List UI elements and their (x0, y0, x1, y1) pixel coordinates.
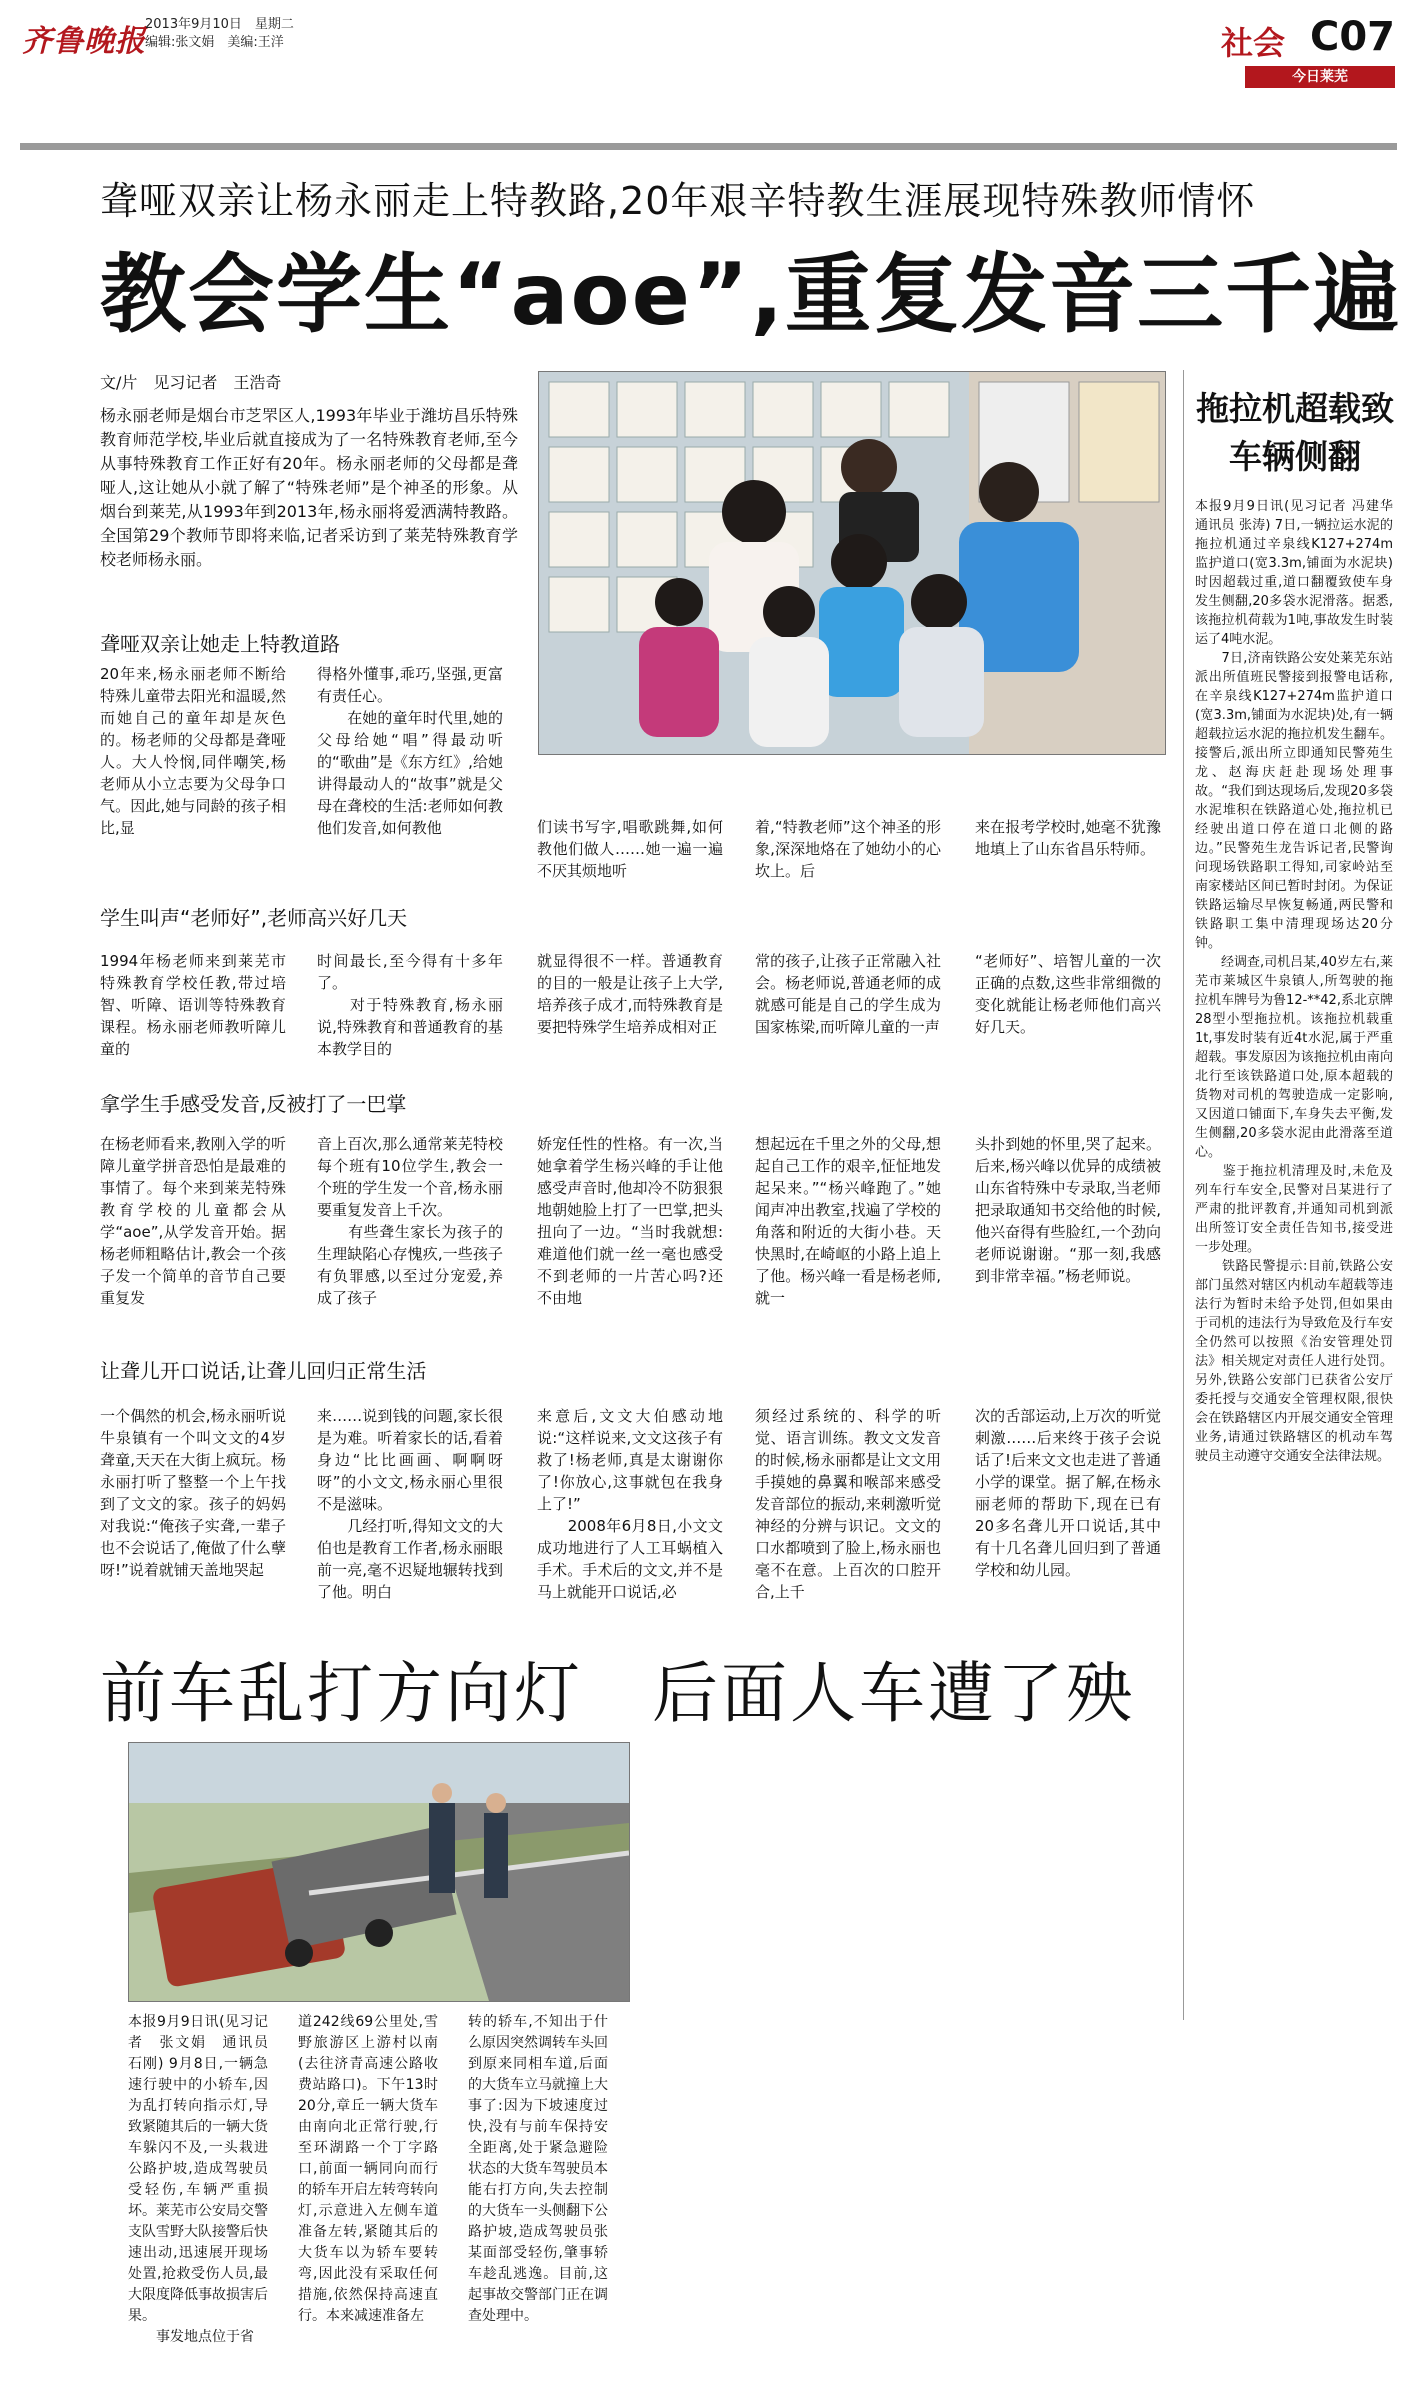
second-title: 前车乱打方向灯 后面人车遭了殃 (100, 1655, 1135, 1732)
section2-col-2: 时间最长,至今得有十多年了。 对于特殊教育,杨永丽说,特殊教育和普通教育的基本教学目的 (317, 952, 503, 1058)
section4-col-2: 来……说到钱的问题,家长很是为难。听着家长的话,看着身边“比比画画、啊啊呀呀”的小文文,杨永丽心里很不是滋味。 几经打听,得知文文的大伯也是教育工作者,杨永丽眼前一亮,毫不迟疑地辗转找到了他。明白 (317, 1407, 503, 1601)
section2-col-4: 常的孩子,让孩子正常融入社会。杨老师说,普通老师的成就感可能是自己的学生成为国家栋梁,而听障儿童的一声 (755, 952, 941, 1036)
section-strip: 今日莱芜 (1245, 66, 1395, 88)
section4-col-5: 次的舌部运动,上万次的听觉刺激……后来终于孩子会说话了!后来文文也走进了普通小学的课堂。据了解,在杨永丽老师的帮助下,现在已有20多名聋儿开口说话,其中有十几名聋儿回归到了普通学校和幼儿园。 (975, 1407, 1162, 1579)
section4-col-4: 须经过系统的、科学的听觉、语言训练。教文文发音的时候,杨永丽都是让文文用手摸她的鼻翼和喉部来感受发音部位的振动,来刺激听觉神经的分辨与识记。文文的口水都喷到了脸上,杨永丽也毫不在意。上百次的口腔开合,上千 (755, 1407, 941, 1601)
side-body: 本报9月9日讯(见习记者 冯建华 通讯员 张涛) 7日,一辆拉运水泥的拖拉机通过辛泉线K127+274m监护道口(宽3.3m,铺面为水泥块)时因超载过重,道口翻覆致使车身发生侧翻,20多袋水泥滑落。据悉,该拖拉机荷载为1吨,事故发生时装运了4吨水泥。 7日,济南铁路公安处莱芜东站派出所值班民警接到报警电话称,在辛泉线K127+274m监护道口(宽3.3m,铺面为水泥块)处,有一辆超载拉运水泥的拖拉机发生翻车。接警后,派出所立即通知民警苑生龙、赵海庆赶赴现场处理事故。“我们到达现场后,发现20多袋水泥堆积在铁路道心处,拖拉机已经驶出道口停在道口北侧的路边。”民警苑生龙告诉记者,民警询问现场铁路职工得知,司家岭站至南家楼站区间已暂时封闭。为保证铁路运输尽早恢复畅通,两民警和铁路职工集中清理现场达20分钟。 经调查,司机吕某,40岁左右,莱芜市莱城区牛泉镇人,所驾驶的拖拉机车牌号为鲁12-**42,系北京牌28型小型拖拉机。该拖拉机载重1t,事发时装有近4t水泥,属于严重超载。事发原因为该拖拉机由南向北行至该铁路道口处,原本超载的货物对司机的驾驶造成一定影响,又因道口铺面下,车身失去平衡,发生侧翻,20多袋水泥由此滑落至道心。 鉴于拖拉机清理及时,未危及列车行车安全,民警对吕某进行了严肃的批评教育,并通知司机到派出所签订安全责任告知书,接受进一步处理。 铁路民警提示:目前,铁路公安部门虽然对辖区内机动车超载等违法行为暂时未给予处罚,但如果由于司机的违法行为导致危及行车安全仍然可以按照《治安管理处罚法》相关规定对责任人进行处罚。另外,铁路公安部门已获省公安厅委托授与交通安全管理权限,很快会在铁路辖区内开展交通安全管理业务,请通过铁路辖区的机动车驾驶员主动遵守交通安全法律法规。 (1195, 499, 1393, 1464)
section2-col-5: “老师好”、培智儿童的一次正确的点数,这些非常细微的变化就能让杨老师他们高兴好几天。 (975, 952, 1161, 1036)
lead-subtitle: 聋哑双亲让杨永丽走上特教路,20年艰辛特教生涯展现特殊教师情怀 (100, 179, 1256, 223)
section3-col-5: 头扑到她的怀里,哭了起来。后来,杨兴峰以优异的成绩被山东省特殊中专录取,当老师把录取通知书交给他的时候,他兴奋得有些脸红,一个劲向老师说谢谢。“那一刻,我感到非常幸福。”杨老师说。 (975, 1135, 1161, 1285)
section1-col-5: 来在报考学校时,她毫不犹豫地填上了山东省昌乐特师。 (975, 818, 1161, 858)
section4-col-3: 来意后,文文大伯感动地说:“这样说来,文文这孩子有救了!杨老师,真是太谢谢你了!你放心,这事就包在我身上了!” 2008年6月8日,小文文成功地进行了人工耳蜗植入手术。手术后的文文,并不是马上就能开口说话,必 (537, 1407, 723, 1601)
overturned-truck-photo (129, 1743, 629, 2001)
section-name: 社会 (1220, 24, 1285, 62)
lead-title: 教会学生“aoe”,重复发音三千遍 (100, 245, 1402, 345)
lead-byline: 文/片 见习记者 王浩奇 (100, 373, 282, 392)
column-divider (1183, 370, 1184, 2020)
section1-col-3: 们读书写字,唱歌跳舞,如何教他们做人……她一遍一遍不厌其烦地听 (537, 818, 723, 880)
lead-intro: 杨永丽老师是烟台市芝罘区人,1993年毕业于潍坊昌乐特殊教育师范学校,毕业后就直接成为了一名特殊教育老师,至今从事特殊教育工作正好有20年。杨永丽老师的父母都是聋哑人,这让她从小就了解了“特殊老师”是个神圣的形象。从烟台到莱芜,从1993年到2013年,杨永丽将爱洒满特教路。全国第29个教师节即将来临,记者采访到了莱芜特殊教育学校老师杨永丽。 (100, 406, 518, 569)
section1-head: 聋哑双亲让她走上特教道路 (100, 632, 340, 656)
classroom-photo (539, 372, 1165, 754)
section3-head: 拿学生手感受发音,反被打了一巴掌 (100, 1092, 407, 1116)
second-col-3: 转的轿车,不知出于什么原因突然调转车头回到原来同相车道,后面的大货车立马就撞上大事了:因为下坡速度过快,没有与前车保持安全距离,处于紧急避险状态的大货车驾驶员本能右打方向,失去控制的大货车一头侧翻下公路护坡,造成驾驶员张某面部受轻伤,肇事轿车趁乱逃逸。目前,这起事故交警部门正在调查处理中。 (468, 2014, 608, 2324)
accident-photo (128, 1742, 630, 2002)
date-line: 2013年9月10日 星期二 (145, 17, 294, 32)
issue-meta (145, 16, 294, 52)
section3-col-1: 在杨老师看来,教刚入学的听障儿童学拼音恐怕是最难的事情了。每个来到莱芜特殊教育学校的儿童都会从学“aoe”,从学发音开始。据杨老师粗略估计,教会一个孩子发一个简单的音节自己要重复发 (100, 1135, 286, 1307)
newspaper-logo: 齐鲁晚报 (22, 24, 146, 59)
section4-col-1: 一个偶然的机会,杨永丽听说牛泉镇有一个叫文文的4岁聋童,天天在大街上疯玩。杨永丽打听了整整一个上午找到了文文的家。孩子的妈妈对我说:“俺孩子实聋,一辈子也不会说话了,俺做了什么孽呀!”说着就铺天盖地哭起 (100, 1407, 286, 1579)
section2-col-3: 就显得很不一样。普通教育的目的一般是让孩子上大学,培养孩子成才,而特殊教育是要把特殊学生培养成相对正 (537, 952, 723, 1036)
section2-col-1: 1994年杨老师来到莱芜市特殊教育学校任教,带过培智、听障、语训等特殊教育课程。杨永丽老师教听障儿童的 (100, 952, 286, 1058)
section3-col-4: 想起远在千里之外的父母,想起自己工作的艰辛,怔怔地发起呆来。”“杨兴峰跑了。”她闻声冲出教室,找遍了学校的角落和附近的大街小巷。天快黑时,在崎岖的小路上追上了他。杨兴峰一看是杨老师,就一 (755, 1135, 941, 1307)
section3-col-2: 音上百次,那么通常莱芜特校每个班有10位学生,教会一个班的学生发一个音,杨永丽要重复发音上千次。 有些聋生家长为孩子的生理缺陷心存愧疚,一些孩子有负罪感,以至过分宠爱,养成了孩子 (317, 1135, 503, 1307)
section4-head: 让聋儿开口说话,让聋儿回归正常生活 (100, 1359, 427, 1383)
second-col-2: 道242线69公里处,雪野旅游区上游村以南(去往济青高速公路收费站路口)。下午13时20分,章丘一辆大货车由南向北正常行驶,行至环湖路一个丁字路口,前面一辆同向而行的轿车开启左转弯转向灯,示意进入左侧车道准备左转,紧随其后的大货车以为轿车要转弯,因此没有采取任何措施,依然保持高速直行。本来减速准备左 (298, 2014, 438, 2324)
section2-head: 学生叫声“老师好”,老师高兴好几天 (100, 906, 408, 930)
section3-col-3: 娇宠任性的性格。有一次,当她拿着学生杨兴峰的手让他感受声音时,他却冷不防狠狠地朝她脸上打了一巴掌,把头扭向了一边。“当时我就想:难道他们就一丝一毫也感受不到老师的一片苦心吗?还不由地 (537, 1135, 723, 1307)
header-rule (20, 143, 1397, 150)
page-code: C07 (1309, 14, 1395, 60)
side-title: 拖拉机超载致车辆侧翻 (1196, 389, 1394, 476)
section1-col-4: 着,“特教老师”这个神圣的形象,深深地烙在了她幼小的心坎上。后 (755, 818, 941, 880)
section1-col-2: 得格外懂事,乖巧,坚强,更富有责任心。 在她的童年时代里,她的父母给她“唱”得最动听的“歌曲”是《东方红》,给她讲得最动人的“故事”就是父母在聋校的生活:老师如何教他们发音,如何教他 (317, 665, 503, 837)
section-header (1165, 10, 1395, 85)
section1-col-1: 20年来,杨永丽老师不断给特殊儿童带去阳光和温暖,然而她自己的童年却是灰色的。杨老师的父母都是聋哑人。大人怜悯,同伴嘲笑,杨老师从小立志要为父母争口气。因此,她与同龄的孩子相比,显 (100, 665, 286, 837)
lead-photo (538, 371, 1166, 755)
editor-line: 编辑:张文娟 美编:王洋 (145, 35, 284, 50)
second-col-1: 本报9月9日讯(见习记者 张文娟 通讯员 石刚) 9月8日,一辆急速行驶中的小轿车,因为乱打转向指示灯,导致紧随其后的一辆大货车躲闪不及,一头栽进公路护坡,造成驾驶员受轻伤,车辆严重损坏。莱芜市公安局交警支队雪野大队接警后快速出动,迅速展开现场处置,抢救受伤人员,最大限度降低事故损害后果。 事发地点位于省 (128, 2014, 268, 2345)
